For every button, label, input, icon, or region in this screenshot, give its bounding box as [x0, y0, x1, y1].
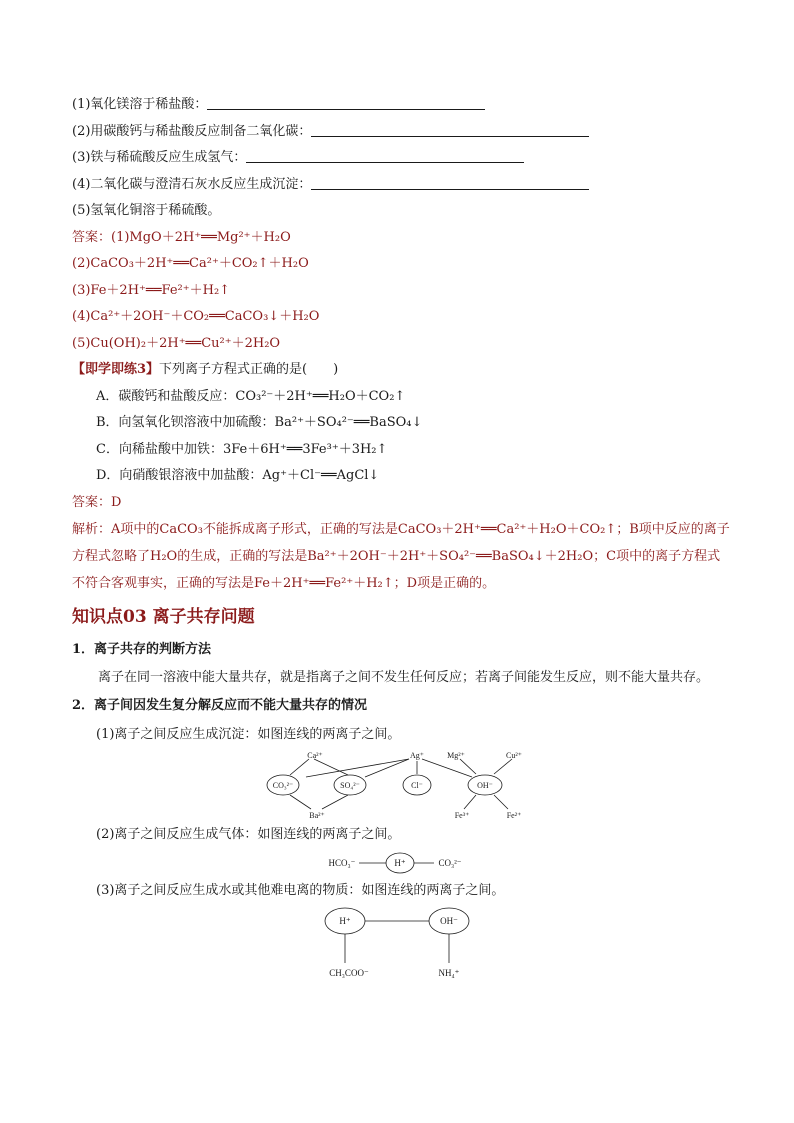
- sub-item-1: (1)离子之间反应生成沉淀：如图连线的两离子之间。: [96, 727, 401, 742]
- ion-hco3: HCO₃⁻: [328, 858, 356, 868]
- answer-line-5: (5)Cu(OH)₂＋2H⁺══Cu²⁺＋2H₂O: [72, 335, 281, 351]
- answer-line-3: (3)Fe＋2H⁺══Fe²⁺＋H₂↑: [72, 282, 231, 298]
- exercise-question: 下列离子方程式正确的是( ): [159, 362, 339, 377]
- exercise-answer: 答案：D: [72, 494, 122, 510]
- sub-item-3: (3)离子之间反应生成水或其他难电离的物质：如图连线的两离子之间。: [96, 883, 505, 898]
- question-5: [72, 198, 732, 225]
- ion-ba: Ba²⁺: [309, 811, 325, 820]
- answer-line-1: 答案：(1)MgO＋2H⁺══Mg²⁺＋H₂O: [72, 229, 291, 245]
- answer-line-2: (2)CaCO₃＋2H⁺══Ca²⁺＋CO₂↑＋H₂O: [72, 256, 309, 271]
- question-3: [72, 145, 732, 172]
- section-2-heading: 2．离子间因发生复分解反应而不能大量共存的情况: [72, 698, 368, 713]
- knowledge-point-title: 知识点03 离子共存问题: [72, 607, 255, 627]
- ion-h: H⁺: [339, 916, 351, 926]
- precipitation-diagram: [72, 749, 732, 821]
- ion-fe3: Fe³⁺: [454, 811, 470, 820]
- exercise-stem: [72, 357, 732, 384]
- ion-so4: SO₄²⁻: [340, 781, 360, 790]
- option-d[interactable]: D．向硝酸银溶液中加盐酸：Ag⁺＋Cl⁻══AgCl↓: [96, 468, 380, 483]
- exercise-analysis: 解析：A项中的CaCO₃不能拆成离子形式，正确的写法是CaCO₃＋2H⁺══Ca²⁺＋H₂O＋CO₂↑；B项中反应的离子方程式忽略了H₂O的生成，正确的写法是Ba²⁺＋2OH⁻＋2H⁺＋SO₄²⁻══BaSO₄↓＋2H₂O；C项中的离子方程式不符合客观事实，正确的写法是Fe＋2H⁺══Fe²⁺＋H₂↑；D项是正确的。: [72, 522, 730, 591]
- ion-oh: OH⁻: [440, 916, 458, 926]
- ion-ag: Ag⁺: [410, 751, 424, 760]
- question-text: (5)氢氧化铜溶于稀硫酸。: [72, 203, 221, 218]
- answer-blank[interactable]: [207, 95, 485, 110]
- section-1-heading: 1．离子共存的判断方法: [72, 642, 212, 657]
- question-text: (3)铁与稀硫酸反应生成氢气：: [72, 150, 247, 165]
- option-c[interactable]: C．向稀盐酸中加铁：3Fe＋6H⁺══3Fe³⁺＋3H₂↑: [96, 441, 388, 457]
- ion-nh4: NH₄⁺: [438, 968, 460, 978]
- section-1-text: 离子在同一溶液中能大量共存，就是指离子之间不发生任何反应；若离子间能发生反应，则不能大量共存。: [98, 670, 710, 685]
- answer-blank[interactable]: [246, 148, 524, 163]
- ion-co3: CO₃²⁻: [438, 858, 462, 868]
- option-b[interactable]: B．向氢氧化钡溶液中加硫酸：Ba²⁺＋SO₄²⁻══BaSO₄↓: [96, 415, 423, 430]
- answer-blank[interactable]: [311, 122, 589, 137]
- question-2: [72, 119, 732, 146]
- ion-mg: Mg²⁺: [447, 751, 465, 760]
- exercise-tag: 【即学即练3】: [72, 362, 160, 377]
- sub-item-2: (2)离子之间反应生成气体：如图连线的两离子之间。: [96, 827, 401, 842]
- document-page: [72, 92, 732, 985]
- question-text: (2)用碳酸钙与稀盐酸反应制备二氧化碳：: [72, 123, 312, 139]
- question-text: (1)氧化镁溶于稀盐酸：: [72, 97, 208, 112]
- water-formation-diagram: [72, 905, 732, 985]
- ion-ch3coo: CH₃COO⁻: [329, 968, 369, 978]
- ion-h: H⁺: [394, 858, 406, 868]
- ion-fe2: Fe²⁺: [506, 811, 522, 820]
- option-a[interactable]: A．碳酸钙和盐酸反应：CO₃²⁻＋2H⁺══H₂O＋CO₂↑: [96, 388, 406, 404]
- ion-co3: CO₃²⁻: [272, 781, 294, 790]
- answer-line-4: (4)Ca²⁺＋2OH⁻＋CO₂══CaCO₃↓＋H₂O: [72, 309, 320, 324]
- ion-cu: Cu²⁺: [506, 751, 522, 760]
- question-1: [72, 92, 732, 119]
- ion-cl: Cl⁻: [411, 781, 423, 790]
- answer-blank[interactable]: [311, 175, 589, 190]
- question-4: [72, 172, 732, 199]
- ion-oh: OH⁻: [477, 781, 493, 790]
- question-text: (4)二氧化碳与澄清石灰水反应生成沉淀：: [72, 176, 312, 192]
- ion-ca: Ca²⁺: [307, 751, 323, 760]
- gas-diagram: [72, 849, 732, 877]
